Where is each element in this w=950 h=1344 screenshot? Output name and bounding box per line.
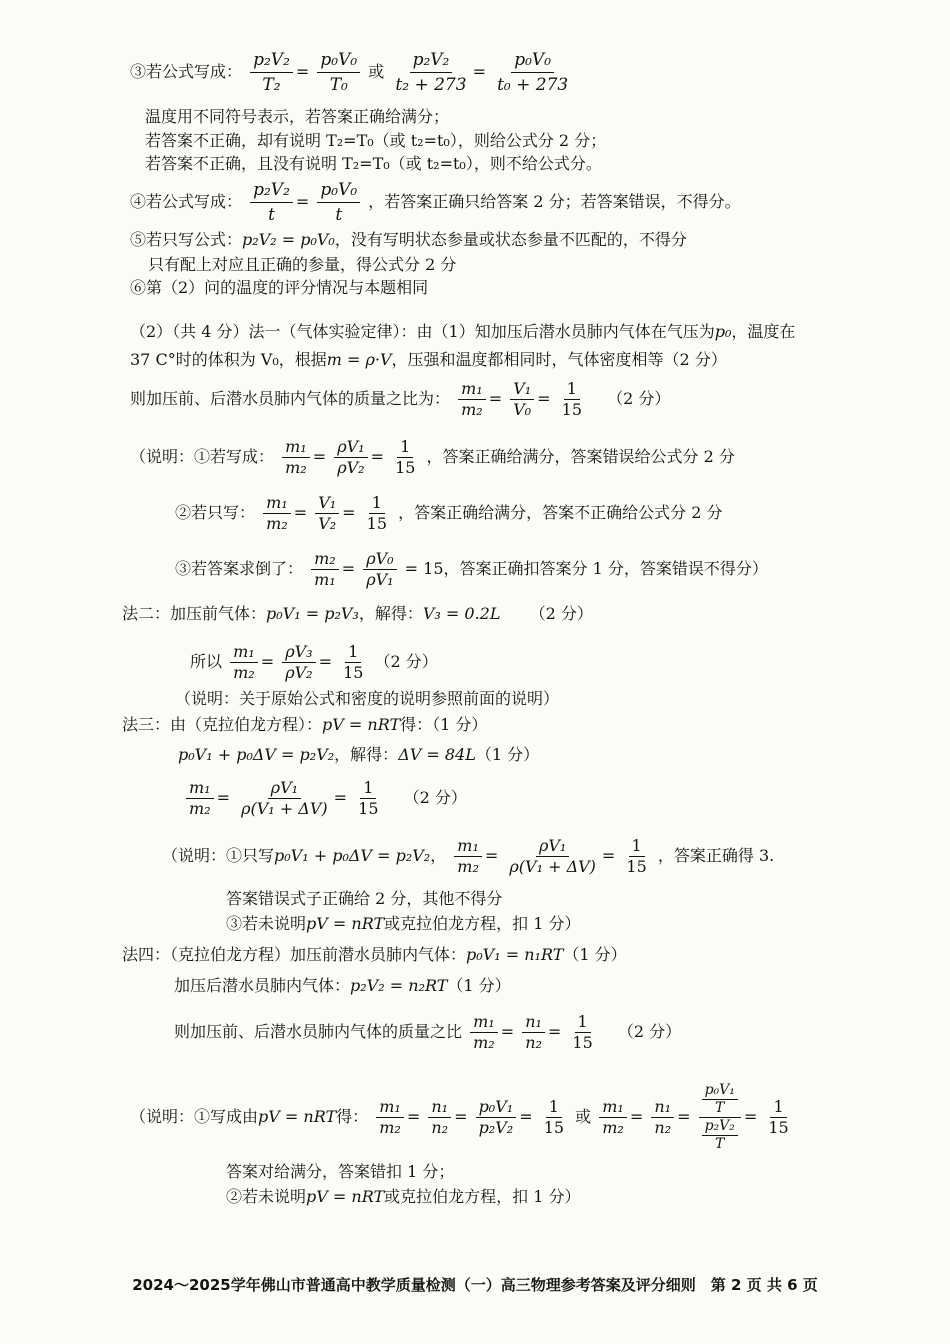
fraction: $\frac{\text{m₁}}{\text{m₂}}$ <box>230 642 258 683</box>
rule-5: ⑤若只写公式：p₂V₂ = p₀V₀，没有写明状态参量或状态参量不匹配的，不得分 <box>130 230 687 249</box>
text-line: 37 C°时的体积为 V₀，根据m = ρ·V，压强和温度都相同时，气体密度相等（2 分） <box>130 350 727 369</box>
fraction: $\frac{1}{15}$ <box>343 642 364 682</box>
note-2: ②若只写： $\frac{\text{m₁}}{\text{m₂}}$ = $\frac{\text{V₁}}{\text{V₂}}$ = $\frac{1}{15}$ ，答案正确给满分，答案不正确给公式分 2 分 <box>175 493 723 533</box>
text-line: 若答案不正确，却有说明 T₂=T₀（或 t₂=t₀），则给公式分 2 分； <box>145 131 607 150</box>
fraction: $\frac{\text{p₀V₀}}{t}$ <box>317 178 360 227</box>
fraction: $\frac{\text{m₁}}{\text{m₂}}$ <box>186 778 214 819</box>
fraction: $\frac{1}{15}$ <box>543 1097 565 1137</box>
fraction: $\frac{\text{p₂V₂}}{\text{t₂ + 273}}$ <box>395 50 467 95</box>
text-line: 若答案不正确，且没有说明 T₂=T₀（或 t₂=t₀），则不给公式分。 <box>145 154 602 173</box>
method-3-note: （说明：①只写p₀V₁ + p₀ΔV = p₂V₂， $\frac{\text{m₁}}{\text{m₂}}$ = $\frac{\text{ρV₁}}{\text{ρ(V₁ + ΔV)}}$ = $\frac{1}{15}$ ，答案正确得 3. <box>162 836 775 876</box>
fraction: $\frac{\text{m₁}}{\text{m₂}}$ <box>376 1097 404 1138</box>
fraction: $\frac{\text{m₁}}{\text{m₂}}$ <box>263 493 291 534</box>
fraction: $\frac{\text{m₁}}{\text{m₂}}$ <box>282 437 310 478</box>
fraction: $\frac{\text{ρV₁}}{\text{ρ(V₁ + ΔV)}}$ <box>241 778 328 818</box>
fraction: $\frac{\text{m₁}}{\text{m₂}}$ <box>458 379 486 420</box>
note-1: （说明：①若写成： $\frac{\text{m₁}}{\text{m₂}}$ = $\frac{\text{ρV₁}}{\text{ρV₂}}$ = $\frac{1}{15}$ ，答案正确给满分，答案错误给公式分 2 分 <box>130 437 735 477</box>
page-footer: 2024～2025学年佛山市普通高中教学质量检测（一）高三物理参考答案及评分细则 第 2 页 共 6 页 <box>132 1276 818 1294</box>
fraction: $\frac{1}{15}$ <box>626 836 647 876</box>
text-line: ③若未说明pV = nRT或克拉伯龙方程，扣 1 分） <box>226 914 581 933</box>
fraction: $\frac{\text{ρV₁}}{\text{ρ(V₁ + ΔV)}}$ <box>509 836 596 876</box>
method-4-note: （说明：①写成由pV = nRT得： $\frac{\text{m₁}}{\text{m₂}}$ = $\frac{\text{n₁}}{\text{n₂}}$ = $\frac{\text{p₀V₁}}{\text{p₂V₂}}$ = $\frac{1}{15}$ 或 $\frac{\text{m₁}}{\text{m₂}}$ = $\frac{\text{n₁}}{\text{n₂}}$ = $\frac{\frac{\text{p₀V₁}}{T}}{\frac{\text{p₂V₂}}{T}}$ = $\frac{1}{15}$ <box>130 1082 795 1153</box>
part2-method1: （2）（共 4 分）法一（气体实验定律）：由（1）知加压后潜水员肺内气体在气压为p₀，温度在 <box>130 322 796 341</box>
fraction: $\frac{\text{ρV₁}}{\text{ρV₂}}$ <box>334 437 367 478</box>
fraction: $\frac{\text{ρV₀}}{\text{ρV₁}}$ <box>363 549 396 590</box>
rule-3-formula: ③若公式写成： $\frac{\text{p₂V₂}}{\text{T₂}}$ = $\frac{\text{p₀V₀}}{\text{T₀}}$ 或 $\frac{\text{p₂V₂}}{\text{t₂ + 273}}$ = $\frac{\text{p₀V₀}}{\text{t₀ + 273}}$ <box>130 48 574 97</box>
text-line: ⑥第（2）问的温度的评分情况与本题相同 <box>130 278 429 297</box>
method-3-result: $\frac{\text{m₁}}{\text{m₂}}$ = $\frac{\text{ρV₁}}{\text{ρ(V₁ + ΔV)}}$ = $\frac{1}{15}$ （2 分） <box>183 778 467 819</box>
text-line: 只有配上对应且正确的参量，得公式分 2 分 <box>148 255 457 274</box>
method-3-eq: p₀V₁ + p₀ΔV = p₂V₂，解得：ΔV = 84L（1 分） <box>178 745 540 764</box>
fraction: $\frac{\text{p₂V₂}}{\text{T₂}}$ <box>250 48 293 97</box>
fraction: $\frac{\text{m₁}}{\text{m₂}}$ <box>470 1012 498 1053</box>
method-2: 法二：加压前气体：p₀V₁ = p₂V₃，解得：V₃ = 0.2L （2 分） <box>122 604 593 623</box>
fraction: $\frac{\text{m₁}}{\text{m₂}}$ <box>599 1097 627 1138</box>
text-line: （说明：关于原始公式和密度的说明参照前面的说明） <box>175 689 560 708</box>
fraction: $\frac{\text{p₀V₀}}{\text{T₀}}$ <box>317 48 360 97</box>
fraction: $\frac{1}{15}$ <box>395 437 416 477</box>
fraction: $\frac{\text{p₀V₁}}{\text{p₂V₂}}$ <box>476 1097 517 1138</box>
fraction: $\frac{\text{ρV₃}}{\text{ρV₂}}$ <box>282 642 315 683</box>
nested-fraction: $\frac{\frac{\text{p₀V₁}}{T}}{\frac{\text{p₂V₂}}{T}}$ <box>699 1082 741 1153</box>
method-4-result: 则加压前、后潜水员肺内气体的质量之比 $\frac{\text{m₁}}{\text{m₂}}$ = $\frac{\text{n₁}}{\text{n₂}}$ = $\frac{1}{15}$ （2 分） <box>174 1012 682 1052</box>
mass-ratio-line: 则加压前、后潜水员肺内气体的质量之比为： $\frac{\text{m₁}}{\text{m₂}}$ = $\frac{\text{V₁}}{\text{V₀}}$ = $\frac{1}{15}$ （2 分） <box>130 379 671 419</box>
method-4-eq: 加压后潜水员肺内气体：p₂V₂ = n₂RT（1 分） <box>174 976 511 995</box>
fraction: $\frac{\text{V₁}}{\text{V₀}}$ <box>510 379 534 420</box>
method-3: 法三：由（克拉伯龙方程）：pV = nRT得：（1 分） <box>122 715 488 734</box>
fraction: $\frac{\text{V₁}}{\text{V₂}}$ <box>315 493 339 534</box>
text-line: ②若未说明pV = nRT或克拉伯龙方程，扣 1 分） <box>226 1187 581 1206</box>
text-line: 温度用不同符号表示，若答案正确给满分； <box>145 107 450 126</box>
note-3: ③若答案求倒了： $\frac{\text{m₂}}{\text{m₁}}$ = $\frac{\text{ρV₀}}{\text{ρV₁}}$ = 15，答案正确扣答案分 1 分，答案错误不得分） <box>175 549 768 589</box>
fraction: $\frac{1}{15}$ <box>768 1097 789 1137</box>
method-2-result: 所以 $\frac{\text{m₁}}{\text{m₂}}$ = $\frac{\text{ρV₃}}{\text{ρV₂}}$ = $\frac{1}{15}$ （2 分） <box>190 642 438 682</box>
fraction: $\frac{\text{p₂V₂}}{t}$ <box>250 178 293 227</box>
fraction: $\frac{1}{15}$ <box>366 493 388 533</box>
fraction: $\frac{\text{m₁}}{\text{m₂}}$ <box>454 836 482 877</box>
method-4: 法四：（克拉伯龙方程）加压前潜水员肺内气体：p₀V₁ = n₁RT（1 分） <box>122 945 627 964</box>
fraction: $\frac{1}{15}$ <box>561 379 583 419</box>
fraction: $\frac{1}{15}$ <box>358 778 379 818</box>
fraction: $\frac{\text{p₀V₀}}{\text{t₀ + 273}}$ <box>497 50 569 95</box>
rule-4-formula: ④若公式写成： $\frac{\text{p₂V₂}}{t}$ = $\frac{\text{p₀V₀}}{t}$ ，若答案正确只给答案 2 分；若答案错误，不得分。 <box>130 180 741 225</box>
fraction: $\frac{\text{n₁}}{\text{n₂}}$ <box>522 1012 545 1053</box>
fraction: $\frac{\text{n₁}}{\text{n₂}}$ <box>651 1097 674 1138</box>
fraction: $\frac{\text{n₁}}{\text{n₂}}$ <box>428 1097 451 1138</box>
text-line: 答案对给满分，答案错扣 1 分； <box>226 1162 455 1181</box>
fraction: $\frac{1}{15}$ <box>572 1012 593 1052</box>
fraction: $\frac{\text{m₂}}{\text{m₁}}$ <box>311 549 339 590</box>
text-line: 答案错误式子正确给 2 分，其他不得分 <box>226 889 503 908</box>
